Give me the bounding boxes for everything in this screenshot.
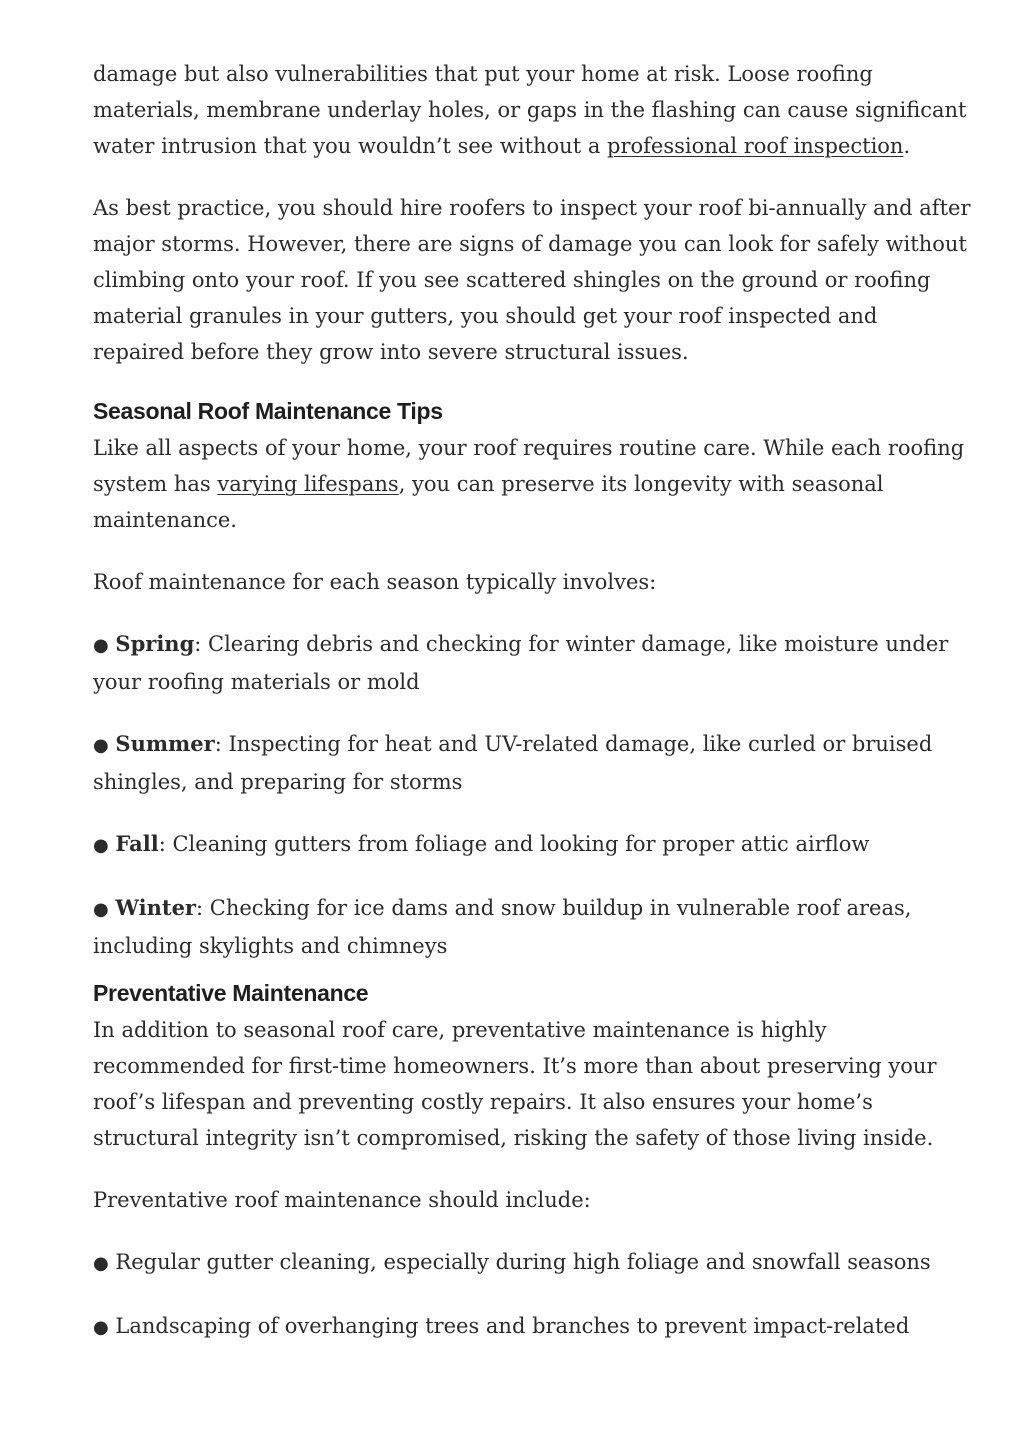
preventative-maintenance-heading: Preventative Maintenance [93,980,369,1006]
season-description: : Checking for ice dams and snow buildup in vulnerable roof areas, including skylights and chimneys [93,896,912,958]
bullet-icon: ● [93,835,109,856]
seasonal-paragraph-1-end: , you can preserve its longevity with seasonal maintenance. [93,472,884,532]
season-term: Summer [115,731,215,756]
seasonal-paragraph-1-start: Like all aspects of your home, your roof requires routine care. While each roofing system has [93,436,965,496]
season-term: Winter [115,895,196,920]
list-item-text: Regular gutter cleaning, especially during high foliage and snowfall seasons [108,1250,931,1274]
seasonal-paragraph-1 [93,430,973,538]
varying-lifespans-link[interactable]: varying lifespans [217,472,399,496]
list-item-summer [93,726,973,800]
bullet-icon: ● [93,899,109,920]
season-description: : Cleaning gutters from foliage and looking for proper attic airflow [158,832,870,856]
list-item-winter [93,890,973,964]
intro-paragraph-2: As best practice, you should hire roofers to inspect your roof bi-annually and after major storms. However, there are signs of damage you can look for safely without climbing onto your roof. If you see scattered shingles on the ground or roofing material granules in your gutters, you should get your roof inspected and repaired before they grow into severe structural issues. [93,196,971,364]
bullet-icon: ● [93,635,109,656]
list-item-gutter-cleaning [93,1244,973,1282]
list-item-landscaping [93,1308,973,1346]
season-term: Spring [115,631,195,656]
preventative-paragraph-2: Preventative roof maintenance should include: [93,1188,591,1212]
bullet-icon: ● [93,735,109,756]
list-item-fall [93,826,973,864]
list-item-text: Landscaping of overhanging trees and branches to prevent impact-related [108,1314,910,1338]
seasonal-paragraph-2: Roof maintenance for each season typically involves: [93,570,657,594]
professional-roof-inspection-link[interactable]: professional roof inspection [607,134,904,158]
bullet-icon: ● [93,1253,109,1274]
bullet-icon: ● [93,1317,109,1338]
preventative-paragraph-1: In addition to seasonal roof care, preventative maintenance is highly recommended for first-time homeowners. It’s more than about preserving your roof’s lifespan and preventing costly repairs. It also ensures your home’s structural integrity isn’t compromised, risking the safety of those living inside. [93,1018,937,1150]
seasonal-list [93,626,973,964]
intro-paragraph-1-end: . [903,134,911,158]
preventative-list [93,1244,973,1346]
seasonal-maintenance-heading: Seasonal Roof Maintenance Tips [93,398,443,424]
intro-paragraph-1-text: damage but also vulnerabilities that put your home at risk. Loose roofing materials, membrane underlay holes, or gaps in the flashing can cause significant water intrusion that you wouldn’t see without a [93,62,967,158]
list-item-spring [93,626,973,700]
intro-paragraph-1 [93,56,973,164]
article-body [93,56,973,1346]
season-term: Fall [115,831,159,856]
season-description: : Inspecting for heat and UV-related damage, like curled or bruised shingles, and preparing for storms [93,732,933,794]
season-description: : Clearing debris and checking for winter damage, like moisture under your roofing materials or mold [93,632,949,694]
